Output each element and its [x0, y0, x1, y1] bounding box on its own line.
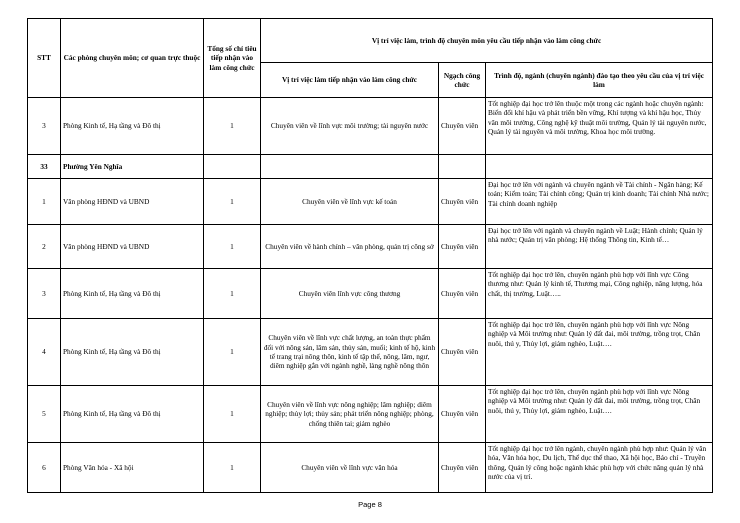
cell-total: 1	[204, 319, 261, 386]
cell-position: Chuyên viên về lĩnh vực văn hóa	[261, 443, 439, 493]
page-number: Page 8	[358, 500, 382, 509]
cell-unit: Phòng Kinh tế, Hạ tầng và Đô thị	[61, 319, 204, 386]
cell-rank: Chuyên viên	[439, 269, 486, 319]
cell-total: 1	[204, 225, 261, 269]
table-row	[28, 98, 713, 155]
cell-rank: Chuyên viên	[439, 443, 486, 493]
cell-position: Chuyên viên về lĩnh vực kế toán	[261, 179, 439, 225]
section-stt: 33	[28, 155, 61, 179]
cell-stt: 3	[28, 98, 61, 155]
header-total: Tổng số chỉ tiêu tiếp nhận vào làm công chức	[204, 19, 261, 98]
cell-total: 1	[204, 443, 261, 493]
header-position: Vị trí việc làm tiếp nhận vào làm công chức	[261, 63, 439, 98]
header-rank: Ngạch công chức	[439, 63, 486, 98]
section-empty-cell	[439, 155, 486, 179]
cell-requirement: Đại học trở lên với ngành và chuyên ngành về Tài chính - Ngân hàng; Kế toán; Kiểm toán; Tài chính công; Quản trị kinh doanh; Tài chính Nhà nước; Tài chính doanh nghiệp	[486, 179, 713, 225]
section-empty-cell	[261, 155, 439, 179]
cell-rank: Chuyên viên	[439, 179, 486, 225]
section-empty-cell	[486, 155, 713, 179]
cell-position: Chuyên viên về lĩnh vực nông nghiệp; lâm nghiệp; diêm nghiệp; thủy lợi; thủy sản; phát triển nông nghiệp; phòng, chống thiên tai; giảm nghèo	[261, 386, 439, 443]
section-name: Phường Yên Nghĩa	[61, 155, 204, 179]
cell-unit: Phòng Kinh tế, Hạ tầng và Đô thị	[61, 98, 204, 155]
cell-unit: Văn phòng HĐND và UBND	[61, 225, 204, 269]
cell-stt: 4	[28, 319, 61, 386]
cell-total: 1	[204, 386, 261, 443]
cell-rank: Chuyên viên	[439, 319, 486, 386]
header-unit: Các phòng chuyên môn; cơ quan trực thuộc	[61, 19, 204, 98]
header-group: Vị trí việc làm, trình độ chuyên môn yêu cầu tiếp nhận vào làm công chức	[261, 19, 713, 63]
cell-position: Chuyên viên lĩnh vực công thương	[261, 269, 439, 319]
section-row	[28, 155, 713, 179]
table-row	[28, 319, 713, 386]
cell-unit: Phòng Văn hóa - Xã hội	[61, 443, 204, 493]
cell-position: Chuyên viên về lĩnh vực chất lượng, an toàn thực phẩm đối với nông sản, lâm sản, thủy sản, muối; kinh tế hộ, kinh tế trang trại nông thôn, kinh tế tập thể, nông, lâm, ngư, diêm nghiệp gắn với ngành nghề, làng nghề nông thôn	[261, 319, 439, 386]
cell-requirement: Tốt nghiệp đại học trở lên thuộc một trong các ngành hoặc chuyên ngành: Biến đổi khí hậu và phát triển bền vững, Khí tượng và khí hậu học, Thủy văn môi trường, Công nghệ kỹ thuật môi trường, Quản lý tài nguyên nước, Quản lý tài nguyên và môi trường, Khoa học môi trường.	[486, 98, 713, 155]
cell-unit: Văn phòng HĐND và UBND	[61, 179, 204, 225]
cell-rank: Chuyên viên	[439, 225, 486, 269]
cell-requirement: Tốt nghiệp đại học trở lên, chuyên ngành phù hợp với lĩnh vực Nông nghiệp và Môi trường như: Quản lý đất đai, môi trường, trồng trọt, Chăn nuôi, thú y, Thủy lợi, giảm nghèo, Luật….	[486, 319, 713, 386]
cell-total: 1	[204, 269, 261, 319]
table-row	[28, 386, 713, 443]
recruitment-table	[27, 18, 713, 493]
cell-rank: Chuyên viên	[439, 98, 486, 155]
cell-position: Chuyên viên về lĩnh vực môi trường; tài nguyên nước	[261, 98, 439, 155]
cell-requirement: Tốt nghiệp đại học trở lên, chuyên ngành phù hợp với lĩnh vực Nông nghiệp và Môi trường như: Quản lý đất đai, môi trường, trồng trọt, Chăn nuôi, thú y, Thủy lợi, giảm nghèo, Luật….	[486, 386, 713, 443]
header-requirement: Trình độ, ngành (chuyên ngành) đào tạo theo yêu cầu của vị trí việc làm	[486, 63, 713, 98]
cell-total: 1	[204, 98, 261, 155]
cell-requirement: Tốt nghiệp đại học trở lên, chuyên ngành phù hợp với lĩnh vực Công thương như: Quản lý kinh tế, Thương mại, Công nghiệp, năng lượng, hóa chất, thị trường, Luật…..	[486, 269, 713, 319]
cell-requirement: Đại học trở lên với ngành và chuyên ngành về Luật; Hành chính; Quản lý nhà nước; Quản trị văn phòng; Hệ thống Thông tin, Kinh tế…	[486, 225, 713, 269]
cell-rank: Chuyên viên	[439, 386, 486, 443]
cell-total: 1	[204, 179, 261, 225]
cell-stt: 2	[28, 225, 61, 269]
cell-position: Chuyên viên về hành chính – văn phòng, quản trị công sở	[261, 225, 439, 269]
table-row	[28, 225, 713, 269]
cell-stt: 3	[28, 269, 61, 319]
table-row	[28, 269, 713, 319]
cell-requirement: Tốt nghiệp đại học trở lên ngành, chuyên ngành phù hợp như: Quản lý văn hóa, Văn hóa học, Du lịch, Thể dục thể thao, Xã hội học, Báo chí - Truyền thông, Quản lý công hoặc ngành khác phù hợp với chức năng quản lý nhà nước của vị trí.	[486, 443, 713, 493]
cell-stt: 6	[28, 443, 61, 493]
cell-stt: 1	[28, 179, 61, 225]
cell-unit: Phòng Kinh tế, Hạ tầng và Đô thị	[61, 269, 204, 319]
cell-stt: 5	[28, 386, 61, 443]
header-row-top	[28, 19, 713, 63]
header-stt: STT	[28, 19, 61, 98]
cell-unit: Phòng Kinh tế, Hạ tầng và Đô thị	[61, 386, 204, 443]
table-row	[28, 443, 713, 493]
section-empty-cell	[204, 155, 261, 179]
table-row	[28, 179, 713, 225]
